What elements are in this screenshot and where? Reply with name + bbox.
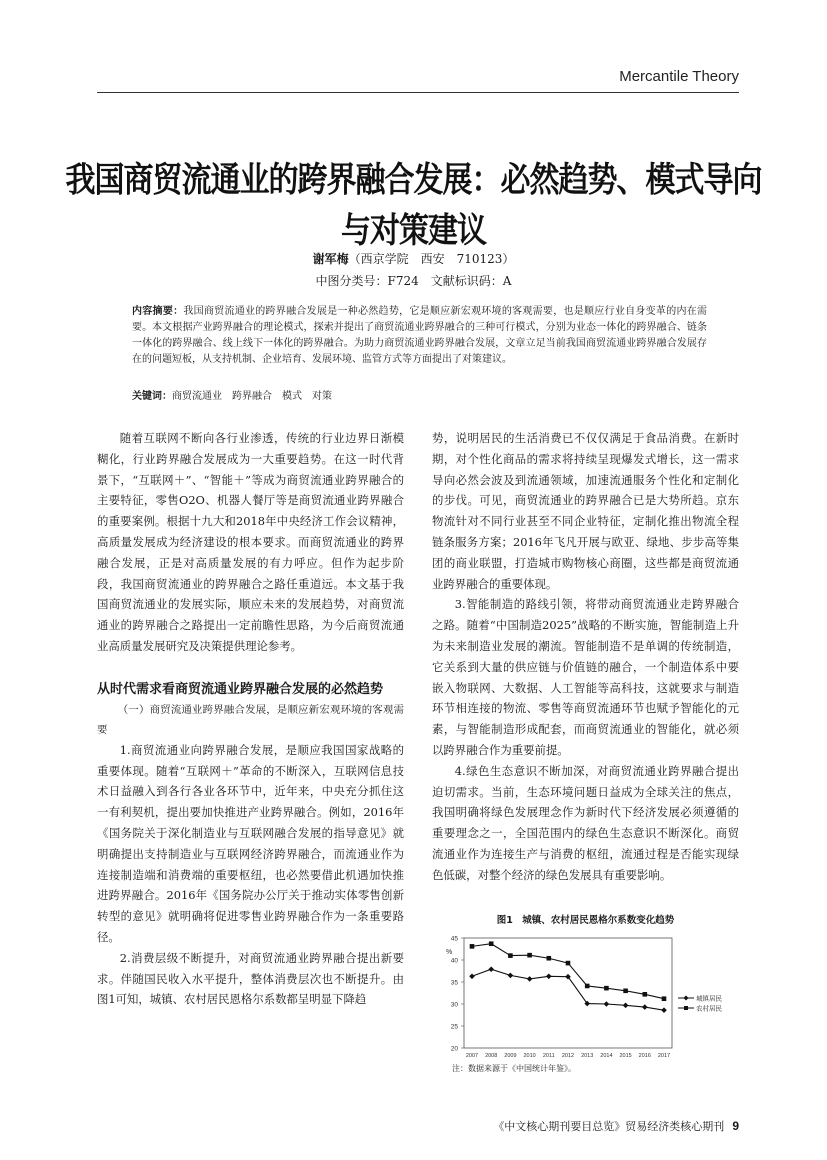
keywords bbox=[132, 387, 707, 402]
x-tick-label: 2009 bbox=[504, 1053, 517, 1059]
series-point-1 bbox=[623, 989, 628, 994]
series-point-1 bbox=[470, 944, 475, 949]
x-tick-label: 2010 bbox=[523, 1053, 536, 1059]
abstract-label: 内容摘要： bbox=[132, 306, 184, 317]
x-tick-label: 2007 bbox=[465, 1053, 479, 1059]
series-point-1 bbox=[489, 941, 494, 946]
y-tick-label: 25 bbox=[450, 1023, 458, 1031]
x-tick-label: 2017 bbox=[657, 1053, 671, 1059]
section-heading: 从时代需求看商贸流通业跨界融合发展的必然趋势 bbox=[97, 681, 384, 697]
series-point-1 bbox=[604, 986, 609, 991]
page-footer bbox=[493, 1118, 739, 1134]
x-tick-label: 2016 bbox=[638, 1053, 651, 1059]
paragraph-point-3: 3.智能制造的路线引领，将带动商贸流通业走跨界融合之路。随着“中国制造2025”战略的不断实施，智能制造上升为未来制造业发展的潮流。智能制造不是单调的传统制造，它关系到大量的供应链与价值链的融合，一个制造体系中要嵌入物联网、大数据、人工智能等高科技，这就要求与制造环节相连接的物流、零售等商贸流通环节也赋予智能化的元素，与智能制造形成配套，而商贸流通业的智能化，就必须以跨界融合作为重要前提。 bbox=[432, 597, 739, 757]
legend-marker bbox=[684, 1006, 688, 1010]
left-column bbox=[97, 428, 404, 1010]
series-point-0 bbox=[546, 973, 552, 979]
abstract-text: 我国商贸流通业的跨界融合发展是一种必然趋势，它是顺应新宏观环境的客观需要，也是顺应行业自身变革的内在需要。本文根据产业跨界融合的理论模式，探索并提出了商贸流通业跨界融合的三种可行模式，分别为业态一体化的跨界融合、链条一体化的跨界融合、线上线下一体化的跨界融合。为助力商贸流通业跨界融合发展，文章立足当前我国商贸流通业跨界融合发展存在的问题短板，从支持机制、企业培育、发展环境、监管方式等方面提出了对策建议。 bbox=[132, 306, 708, 365]
running-header bbox=[97, 68, 739, 93]
x-tick-label: 2013 bbox=[581, 1053, 594, 1059]
x-tick-label: 2011 bbox=[542, 1053, 555, 1059]
series-point-0 bbox=[527, 976, 533, 982]
plot-frame bbox=[464, 938, 672, 1048]
x-tick-label: 2012 bbox=[561, 1053, 575, 1059]
series-line-1 bbox=[472, 944, 664, 999]
legend-label: 农村居民 bbox=[696, 1005, 722, 1013]
series-point-1 bbox=[662, 996, 667, 1001]
legend-label: 城镇居民 bbox=[696, 995, 722, 1003]
classification-line: 中图分类号：F724 文献标识码：A bbox=[315, 274, 512, 288]
legend-marker bbox=[684, 996, 689, 1001]
paragraph-point-4: 4.绿色生态意识不断加深，对商贸流通业跨界融合提出迫切需求。当前，生态环境问题日益成为全球关注的焦点，我国明确将绿色发展理念作为新时代下经济发展必须遵循的重要理念之一，全国范围内的绿色生态意识不断深化。商贸流通业作为连接生产与消费的枢纽，流通过程是否能实现绿色低碳，对整个经济的绿色发展具有重要影响。 bbox=[432, 763, 739, 882]
y-tick-label: 20 bbox=[450, 1045, 458, 1053]
article-title: 我国商贸流通业的跨界融合发展：必然趋势、模式导向与对策建议 bbox=[65, 160, 762, 252]
abstract bbox=[132, 304, 707, 368]
paragraph-point-2-cont: 势，说明居民的生活消费已不仅仅满足于食品消费。在新时期，对个性化商品的需求将持续呈现爆发式增长，这一需求导向必然会波及到流通领域，加速流通服务个性化和定制化的步伐。可见，商贸流通业的跨界融合已是大势所趋。京东物流针对不同行业甚至不同企业特征，定制化推出物流全程链条服务方案；2016年飞凡开展与欧亚、绿地、步步高等集团的商业联盟，打造城市购物核心商圈，这些都是商贸流通业跨界融合的重要体现。 bbox=[432, 431, 739, 591]
series-point-0 bbox=[661, 1007, 667, 1013]
x-tick-label: 2014 bbox=[600, 1053, 613, 1059]
author-name: 谢军梅 bbox=[312, 252, 349, 266]
engel-coefficient-chart bbox=[432, 926, 739, 1074]
keywords-label: 关键词： bbox=[132, 391, 172, 402]
subsection-heading: （一）商贸流通业跨界融合发展，是顺应新宏观环境的客观需要 bbox=[97, 703, 404, 736]
right-column bbox=[432, 428, 739, 886]
author-affiliation: （西京学院 西安 710123） bbox=[348, 252, 515, 266]
paragraph-intro: 随着互联网不断向各行业渗透，传统的行业边界日渐模糊化，行业跨界融合发展成为一大重要趋势。在这一时代背景下，“互联网＋”、“智能＋”等成为商贸流通业跨界融合的主要特征，零售O2O、机器人餐厅等是商贸流通业跨界融合的重要案例。根据十九大和2018年中央经济工作会议精神，高质量发展成为经济建设的根本要求。而商贸流通业的跨界融合发展，正是对高质量发展的有力呼应。但作为起步阶段，我国商贸流通业的跨界融合之路任重道远。本文基于我国商贸流通业的发展实际，顺应未来的发展趋势，对商贸流通业的跨界融合之路提出一定前瞻性思路，为今后商贸流通业高质量发展研究及决策提供理论参考。 bbox=[97, 431, 404, 653]
y-tick-label: 40 bbox=[450, 957, 458, 965]
series-point-1 bbox=[547, 956, 552, 961]
y-tick-label: 35 bbox=[450, 979, 458, 987]
page-number: 9 bbox=[732, 1119, 739, 1133]
series-point-1 bbox=[566, 961, 571, 966]
figure-1 bbox=[432, 912, 739, 1078]
series-point-0 bbox=[508, 973, 514, 979]
series-point-1 bbox=[508, 953, 513, 958]
y-tick-label: 45 bbox=[450, 935, 458, 943]
paragraph-point-1: 1.商贸流通业向跨界融合发展，是顺应我国国家战略的重要体现。随着“互联网＋”革命的不断深入，互联网信息技术日益融入到各行各业各环节中，近年来，中央充分抓住这一有利契机，提出要加快推进产业跨界融合。例如，2016年《国务院关于深化制造业与互联网融合发展的指导意见》就明确提出支持制造业与互联网经济跨界融合，而流通业作为连接制造端和消费端的重要枢纽，也必然要借此机遇加快推进跨界融合。2016年《国务院办公厅关于推动实体零售创新转型的意见》就明确将促进零售业跨界融合作为一条重要路径。 bbox=[97, 742, 404, 944]
running-title: Mercantile Theory bbox=[619, 68, 739, 85]
series-point-1 bbox=[643, 992, 648, 997]
series-point-1 bbox=[527, 953, 532, 958]
series-point-1 bbox=[585, 984, 590, 989]
author-line bbox=[0, 250, 827, 267]
x-tick-label: 2015 bbox=[619, 1053, 632, 1059]
figure-note: 注：数据来源于《中国统计年鉴》。 bbox=[452, 1064, 576, 1073]
series-point-0 bbox=[623, 1003, 629, 1009]
y-axis-label: % bbox=[446, 949, 453, 956]
figure-title: 图1 城镇、农村居民恩格尔系数变化趋势 bbox=[496, 915, 675, 926]
paragraph-point-2: 2.消费层级不断提升，对商贸流通业跨界融合提出新要求。伴随国民收入水平提升，整体消费层次也不断提升。由图1可知，城镇、农村居民恩格尔系数都呈明显下降趋 bbox=[97, 950, 404, 1007]
series-point-0 bbox=[488, 966, 494, 972]
journal-name: 《中文核心期刊要目总览》贸易经济类核心期刊 bbox=[493, 1120, 725, 1133]
series-point-0 bbox=[469, 973, 475, 979]
keywords-text: 商贸流通业 跨界融合 模式 对策 bbox=[172, 391, 332, 402]
series-point-0 bbox=[642, 1004, 648, 1010]
y-tick-label: 30 bbox=[450, 1001, 458, 1009]
series-point-0 bbox=[604, 1001, 610, 1007]
x-tick-label: 2008 bbox=[485, 1053, 498, 1059]
